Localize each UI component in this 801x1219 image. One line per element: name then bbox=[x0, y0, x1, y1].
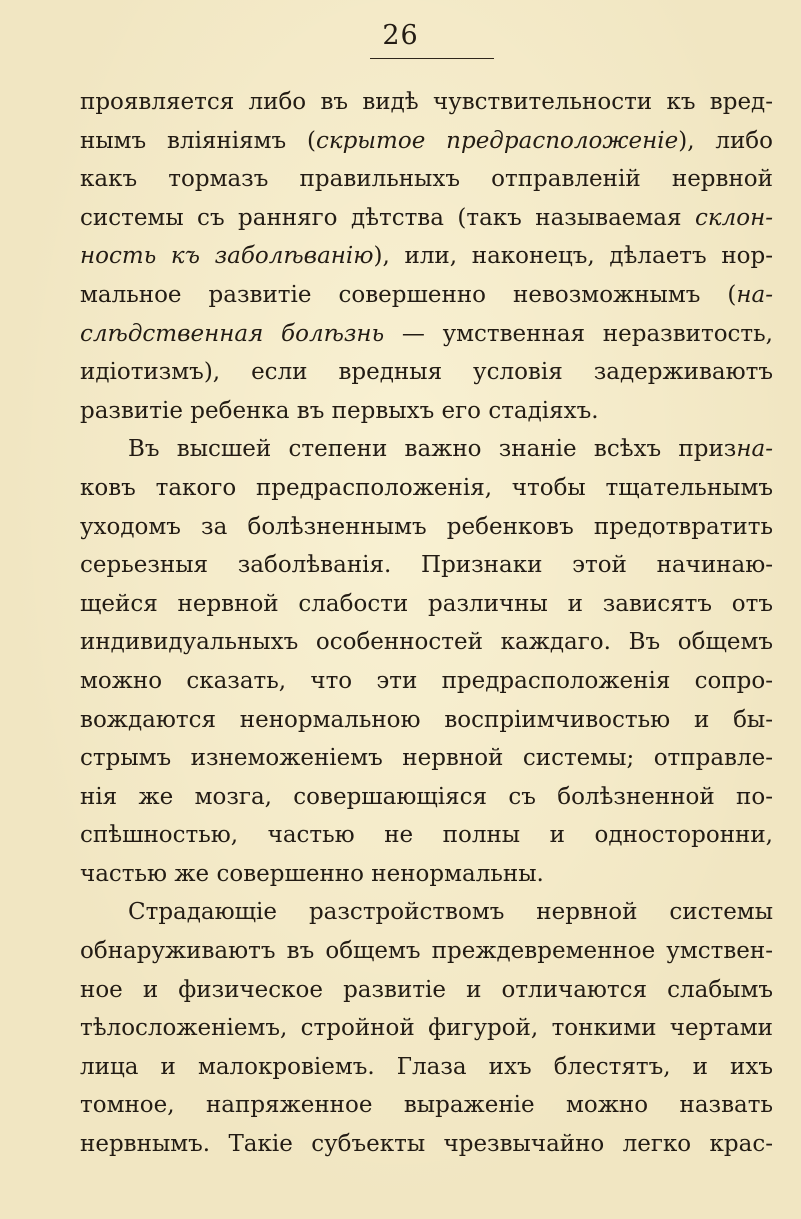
text-line: можно сказать, что эти предрасположенія сопро- bbox=[80, 667, 773, 694]
text-line: Страдающіе разстройствомъ нервной системы bbox=[128, 899, 773, 926]
text-line: спѣшностью, частью не полны и односторонни, bbox=[80, 822, 773, 849]
text-line: ное и физическое развитіе и отличаются слабымъ bbox=[80, 976, 773, 1003]
header-rule bbox=[370, 58, 494, 59]
text-line: томное, напряженное выраженіе можно назвать bbox=[80, 1092, 773, 1119]
text-line: нія же мозга, совершающіяся съ болѣзненной по- bbox=[80, 783, 773, 810]
text-line: нымъ вліяніямъ (скрытое предрасположеніе), либо bbox=[80, 127, 773, 154]
text-line: ковъ такого предрасположенія, чтобы тщательнымъ bbox=[80, 474, 773, 501]
text-line: ность къ заболѣванію), или, наконецъ, дѣлаетъ нор- bbox=[80, 243, 773, 270]
text-line: уходомъ за болѣзненнымъ ребенковъ предотвратить bbox=[80, 513, 773, 540]
body-text bbox=[80, 83, 773, 1164]
text-line: лица и малокровіемъ. Глаза ихъ блестятъ, и ихъ bbox=[80, 1053, 773, 1080]
text-line: какъ тормазъ правильныхъ отправленій нервной bbox=[80, 166, 773, 193]
text-line: развитіе ребенка въ первыхъ его стадіяхъ. bbox=[80, 397, 599, 424]
text-line: идіотизмъ), если вредныя условія задерживаютъ bbox=[80, 359, 773, 386]
text-line: слѣдственная болѣзнь — умственная неразвитость, bbox=[80, 320, 773, 347]
page-number: 26 bbox=[382, 20, 419, 51]
text-line: стрымъ изнеможеніемъ нервной системы; отправле- bbox=[80, 745, 773, 772]
text-line: мальное развитіе совершенно невозможнымъ (на- bbox=[80, 281, 773, 308]
text-line: щейся нервной слабости различны и зависятъ отъ bbox=[80, 590, 773, 617]
text-line: серьезныя заболѣванія. Признаки этой начинаю- bbox=[80, 552, 773, 579]
text-line: частью же совершенно ненормальны. bbox=[80, 860, 544, 887]
text-line: проявляется либо въ видѣ чувствительности къ вред- bbox=[80, 89, 773, 115]
text-line: системы съ ранняго дѣтства (такъ называемая склон- bbox=[80, 204, 773, 231]
text-line: тѣлосложеніемъ, стройной фигурой, тонкими чертами bbox=[80, 1015, 773, 1042]
text-line: Въ высшей степени важно знаніе всѣхъ призна- bbox=[128, 436, 773, 463]
text-line: нервнымъ. Такіе субъекты чрезвычайно легко крас- bbox=[80, 1131, 773, 1158]
text-line: обнаруживаютъ въ общемъ преждевременное умствен- bbox=[80, 938, 773, 965]
text-line: индивидуальныхъ особенностей каждаго. Въ общемъ bbox=[80, 629, 773, 656]
text-line: вождаются ненормальною воспріимчивостью и бы- bbox=[80, 706, 773, 733]
